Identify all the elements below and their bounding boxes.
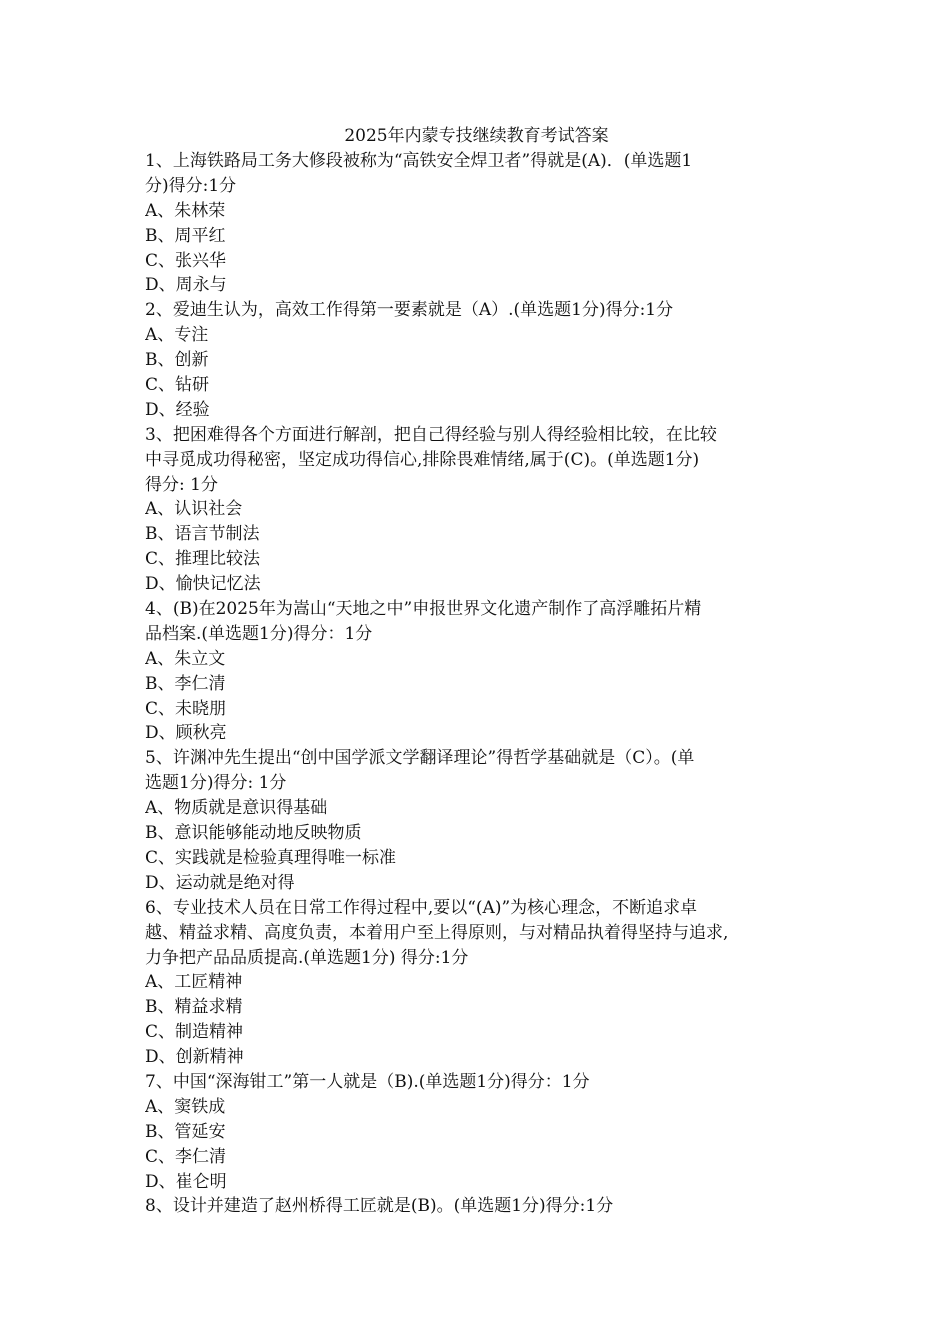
text-line: C、制造精神	[145, 1022, 244, 1043]
text-line: 分)得分:1分	[145, 175, 237, 196]
text-line: A、物质就是意识得基础	[145, 798, 328, 819]
text-line: 8、设计并建造了赵州桥得工匠就是(B)。(单选题1分)得分:1分	[145, 1196, 614, 1217]
text-line: C、推理比较法	[145, 549, 261, 570]
text-line: B、李仁清	[145, 673, 226, 694]
text-line: C、李仁清	[145, 1146, 227, 1167]
document-title: 2025年内蒙专技继续教育考试答案	[344, 126, 609, 146]
text-line: 选题1分)得分: 1分	[145, 773, 287, 794]
text-line: A、工匠精神	[145, 972, 243, 993]
text-line: 中寻觅成功得秘密，坚定成功得信心,排除畏难情绪,属于(C)。(单选题1分)	[145, 449, 700, 470]
text-line: B、意识能够能动地反映物质	[145, 823, 362, 844]
text-line: 6、专业技术人员在日常工作得过程中,要以“(A)”为核心理念，不断追求卓	[145, 897, 698, 918]
text-line: A、专注	[145, 325, 209, 346]
text-line: B、周平红	[145, 225, 226, 246]
text-line: 1、上海铁路局工务大修段被称为“高铁安全焊卫者”得就是(A)．(单选题1	[145, 151, 693, 171]
text-line: C、张兴华	[145, 250, 227, 271]
text-line: A、朱林荣	[145, 200, 226, 221]
text-line: D、周永与	[145, 275, 227, 296]
text-line: 3、把困难得各个方面进行解剖，把自己得经验与别人得经验相比较，在比较	[145, 424, 717, 445]
text-line: 5、许渊冲先生提出“创中国学派文学翻译理论”得哲学基础就是（C）。(单	[145, 748, 695, 769]
text-line: C、未晓朋	[145, 698, 227, 719]
text-line: A、朱立文	[145, 648, 226, 669]
text-line: D、顾秋亮	[145, 723, 227, 744]
text-line: B、管延安	[145, 1121, 226, 1142]
text-line: 7、中国“深海钳工”第一人就是（B).(单选题1分)得分：1分	[145, 1071, 590, 1092]
text-line: B、语言节制法	[145, 524, 260, 545]
text-line: D、崔仑明	[145, 1171, 227, 1192]
text-line: D、经验	[145, 399, 210, 420]
text-line: 2、爱迪生认为，高效工作得第一要素就是（A）.(单选题1分)得分:1分	[145, 300, 674, 321]
text-line: D、创新精神	[145, 1047, 244, 1068]
text-line: 力争把产品品质提高.(单选题1分) 得分:1分	[145, 947, 469, 968]
text-line: A、窦铁成	[145, 1096, 226, 1117]
text-line: A、认识社会	[145, 499, 243, 520]
text-line: C、钻研	[145, 375, 210, 396]
text-line: 越、精益求精、高度负责，本着用户至上得原则，与对精品执着得坚持与追求,	[145, 922, 729, 943]
text-line: 得分: 1分	[145, 474, 218, 495]
text-line: B、精益求精	[145, 997, 243, 1018]
text-line: D、愉快记忆法	[145, 574, 261, 595]
text-line: C、实践就是检验真理得唯一标准	[145, 847, 397, 868]
text-line: D、运动就是绝对得	[145, 872, 295, 893]
document-body	[145, 149, 808, 1219]
text-line: 4、(B)在2025年为嵩山“天地之中”申报世界文化遗产制作了高浮雕拓片精	[145, 599, 702, 620]
text-line: 品档案.(单选题1分)得分：1分	[145, 623, 373, 644]
text-line: B、创新	[145, 350, 209, 371]
